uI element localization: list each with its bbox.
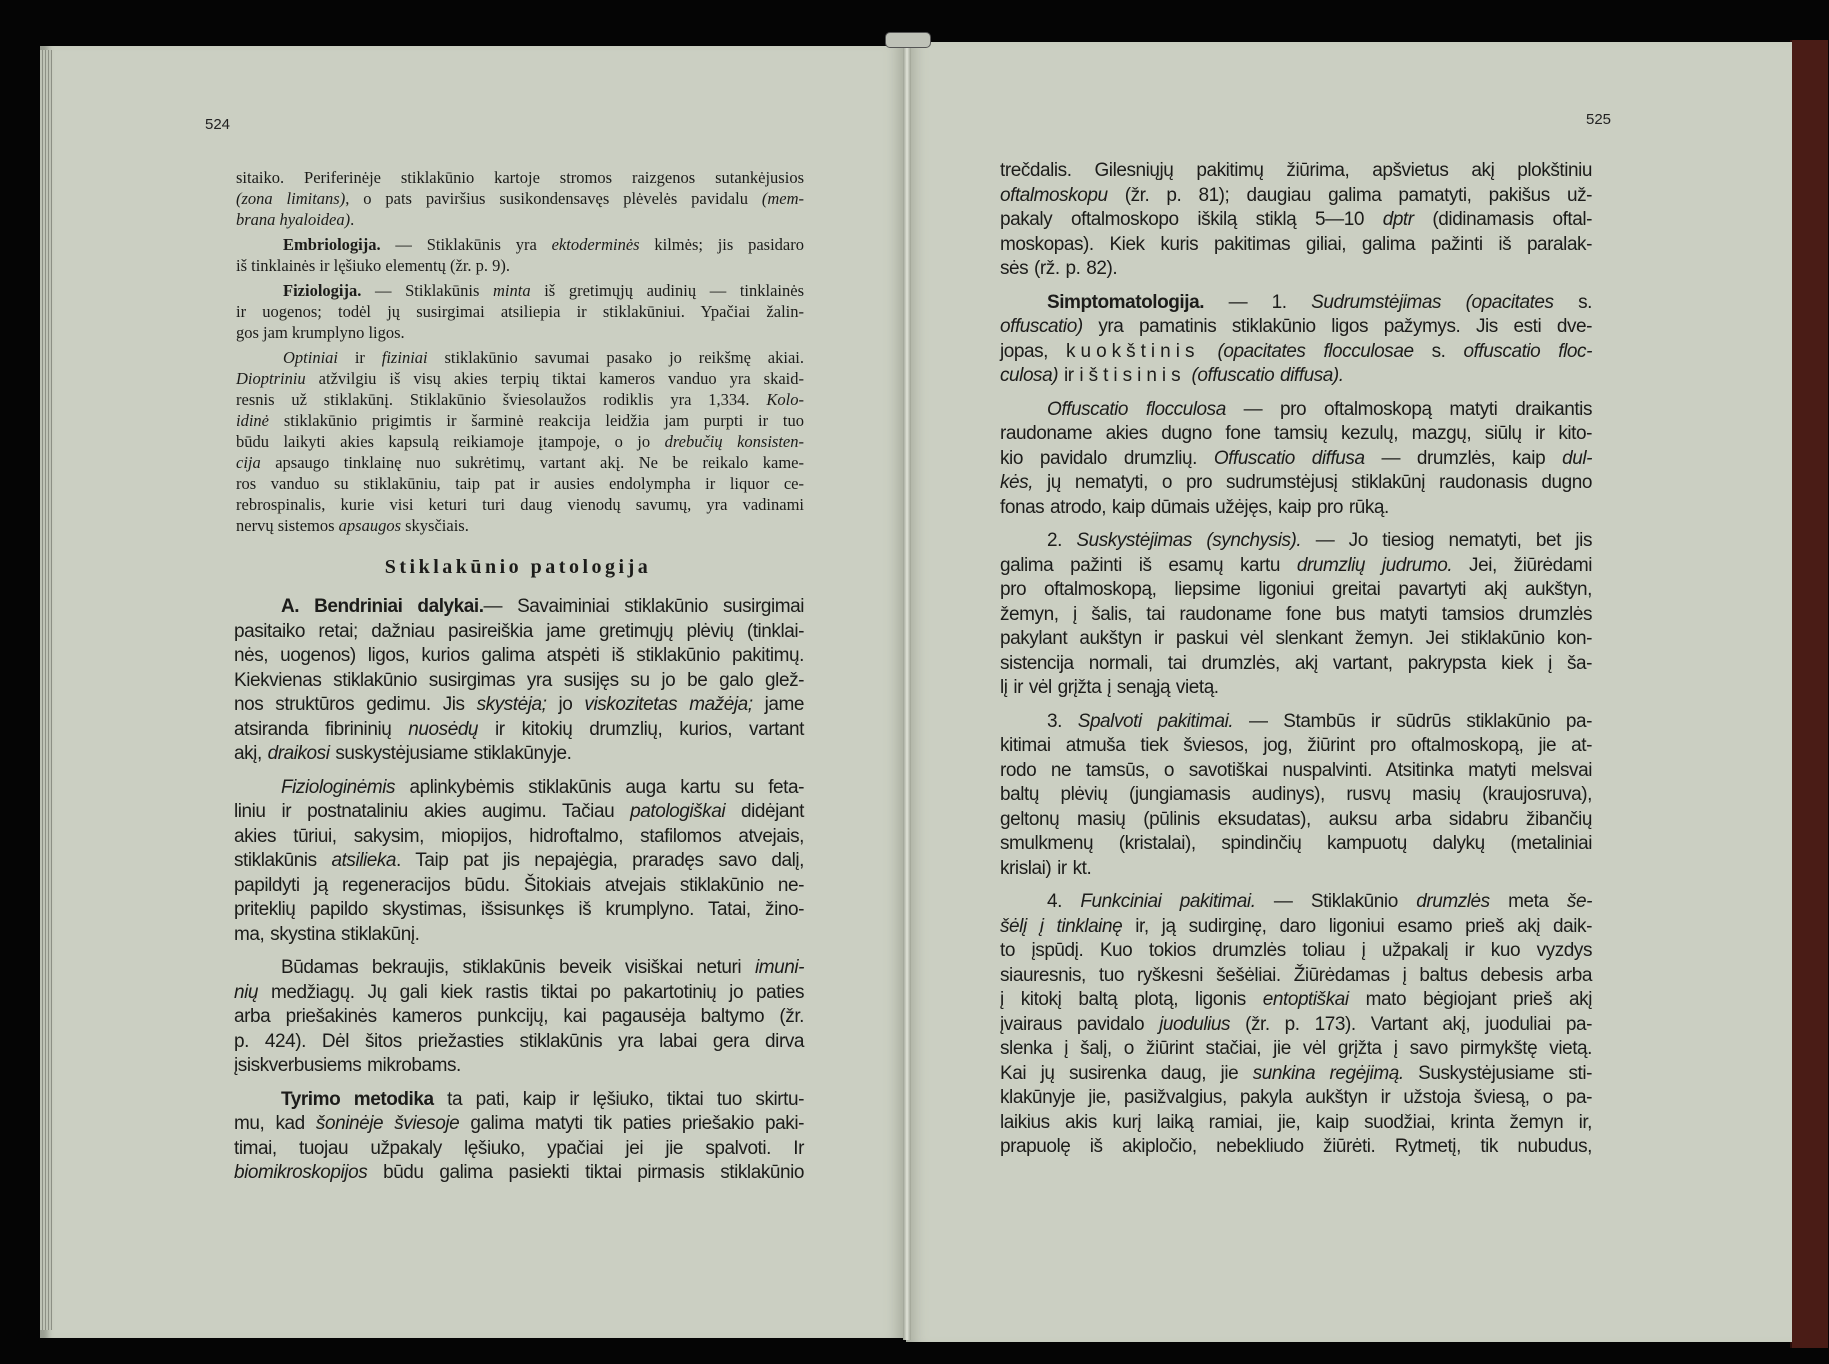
text-run: įsiskverbusiems mikrobams. — [234, 1055, 461, 1076]
text-run: nervų sistemos — [236, 516, 339, 535]
text-run: — pro oftalmoskopą matyti draikantis — [1225, 398, 1593, 420]
italic-run: nuosėdų — [408, 718, 479, 740]
text-run: slenka į šalį, o žiūrint stačiai, jie vėl grįžta į savo pirmykštę vietą. — [1000, 1038, 1592, 1059]
text-line — [1000, 208, 1592, 233]
text-run: — Jo tiesiog nematyti, bet jis — [1301, 530, 1592, 551]
text-line — [234, 825, 804, 850]
italic-run: nių — [234, 981, 259, 1003]
text-line — [234, 1161, 804, 1186]
text-run: (žr. p. 173). Vartant akį, juoduliai pa- — [1230, 1013, 1592, 1035]
italic-run: šėlį į tinklainę — [1000, 915, 1123, 937]
italic-run: Spalvoti pakitimai. — [1077, 710, 1234, 732]
text-line — [236, 473, 804, 494]
text-run: — Stiklakūnis yra — [380, 235, 552, 254]
text-line — [236, 234, 804, 255]
italic-run: šoninėje šviesoje — [315, 1113, 460, 1134]
text-line — [1000, 832, 1592, 857]
text-run: pakaly oftalmoskopo iškilą stiklą 5—10 — [1000, 209, 1383, 230]
italic-run: Fiziologinėmis — [281, 776, 396, 798]
text-run: papildyti ją regeneracijos būdu. Šitokiais atvejais stiklakūnio ne- — [234, 874, 804, 896]
text-run: 3. — [1047, 710, 1078, 732]
text-line — [1000, 964, 1592, 989]
text-run: Jei, žiūrėdami — [1452, 554, 1592, 576]
text-line — [1000, 1062, 1592, 1087]
text-run: nės, uogenos) ligos, kurios galima atspėti iš stiklakūnio pakitimų. — [234, 645, 804, 666]
text-line — [234, 693, 804, 718]
text-run: geltonų masių (pūlinis eksudatas), auksu arba sidabru žibančių — [1000, 808, 1592, 830]
text-run: ir — [1058, 365, 1080, 386]
text-run: lį ir vėl grįžta į senąją vietą. — [1000, 677, 1219, 698]
text-run: Kai jų susirenka daug, jie — [1000, 1062, 1253, 1084]
text-run: akį, — [234, 743, 268, 764]
bold-run: Simptomatologija. — [1047, 291, 1205, 313]
italic-run: idinė — [236, 411, 269, 430]
text-run: (žr. p. 81); daugiau galima pamatyti, pakišus už- — [1107, 184, 1592, 206]
italic-run: (mem- — [761, 189, 804, 208]
text-run: yra pamatinis stiklakūnio ligos pažymys. Jis esti dve- — [1082, 316, 1592, 337]
text-line — [234, 923, 804, 948]
text-line — [234, 1054, 804, 1079]
italic-run: Optiniai — [283, 348, 339, 367]
text-line — [1000, 364, 1592, 389]
left-page-number: 524 — [205, 116, 231, 133]
text-run: didėjant — [725, 801, 804, 822]
text-line — [236, 255, 804, 276]
bold-run: A. Bendriniai dalykai. — [281, 596, 484, 617]
text-run: trečdalis. Gilesniųjų pakitimų žiūrima, apšvietus akį plokštiniu — [1000, 160, 1592, 181]
text-run: stiklakūnis — [234, 850, 332, 871]
italic-run: (zona limitans) — [236, 189, 346, 208]
text-line — [236, 494, 804, 515]
text-run: pakylant aukštyn ir paskui vėl slenkant žemyn. Jei stiklakūnio kon- — [1000, 628, 1592, 649]
text-line — [234, 595, 804, 620]
italic-run: cija — [236, 453, 261, 472]
left-body-text — [234, 595, 804, 1186]
text-run: ir, ją sudirginę, daro ligoniui esamo prieš akį daik- — [1122, 915, 1592, 937]
text-run: p. 424). Dėl šitos priežasties stiklakūnis yra labai gera dirva — [234, 1030, 804, 1052]
text-line — [1000, 315, 1592, 340]
text-run: to įspūdį. Kuo tokios drumzlės toliau į užpakalį ir kuo vyzdys — [1000, 940, 1592, 961]
text-run: galima pažinti iš esamų kartu — [1000, 554, 1297, 576]
text-run: kio pavidalo drumzlių. — [1000, 447, 1214, 469]
text-run: ma, skystina stiklakūnį. — [234, 923, 420, 945]
text-run: Būdamas bekraujis, stiklakūnis beveik visiškai neturi — [281, 957, 755, 978]
text-run: skysčiais. — [401, 516, 469, 535]
italic-run: še- — [1566, 891, 1592, 912]
italic-run: entoptiškai — [1262, 989, 1349, 1010]
text-line — [1000, 710, 1592, 735]
page-stack-edges — [40, 50, 52, 1330]
text-line — [234, 1030, 804, 1055]
italic-run: drebučių konsisten- — [664, 432, 804, 451]
text-line — [1000, 857, 1592, 882]
text-line — [1000, 915, 1592, 940]
text-line — [1000, 603, 1592, 628]
text-run: sės (rž. p. 82). — [1000, 258, 1118, 279]
text-line — [234, 742, 804, 767]
text-line — [236, 431, 804, 452]
text-run: rebrospinalis, kurie visi keturi turi daug vienodų savumų, yra vadinami — [236, 495, 804, 514]
text-run: galima matyti tik paties priešakio paki- — [459, 1113, 804, 1134]
text-line — [1000, 1086, 1592, 1111]
text-run: — Stiklakūnio — [1255, 891, 1417, 912]
text-line — [1000, 627, 1592, 652]
italic-run: Suskystėjimas (synchysis). — [1076, 530, 1302, 551]
text-line — [236, 347, 804, 368]
italic-run: skystėja; — [476, 694, 547, 715]
text-line — [234, 1112, 804, 1137]
text-run: 2. — [1047, 530, 1077, 551]
text-line — [234, 849, 804, 874]
text-run: priteklių papildo skystimas, išsisunkęs iš krumplyno. Tatai, žino- — [234, 899, 804, 920]
text-run: — Stiklakūnis — [361, 281, 493, 300]
text-run: (didinamasis oftal- — [1413, 209, 1592, 230]
text-line — [236, 410, 804, 431]
text-run: aplinkybėmis stiklakūnis auga kartu su feta- — [395, 776, 804, 798]
text-run: raudoname akies dugno fone tamsių kezulų, mazgų, siūlų ir kito- — [1000, 423, 1592, 444]
italic-run: Kolo- — [766, 390, 804, 409]
text-line — [1000, 447, 1592, 472]
italic-run: oftalmoskopu — [1000, 184, 1108, 206]
text-line — [1000, 783, 1592, 808]
text-run: ta pati, kaip ir lęšiuko, tiktai tuo skirtu- — [433, 1088, 804, 1110]
italic-run: fiziniai — [381, 348, 428, 367]
text-run: smulkmenų (kristalai), spindinčių kampuotų dalykų (metaliniai — [1000, 833, 1592, 854]
text-run: , o pats paviršius susikondensavęs plėvelės pavidalu — [345, 189, 762, 208]
text-line — [1000, 554, 1592, 579]
text-run: stiklakūnio prigimtis ir šarminė reakcija leidžia jam purpti ir tuo — [269, 411, 804, 430]
text-run: baltų plėvių (jungiamasis audinys), rusvų masių (kraujosruva), — [1000, 784, 1592, 805]
text-line — [234, 718, 804, 743]
text-run: liniu ir postnataliniu akies augimu. Tačiau — [234, 801, 631, 822]
italic-run: Sudrumstėjimas (opacitates — [1311, 291, 1554, 313]
text-run: — 1. — [1204, 291, 1312, 313]
text-run: jame — [752, 694, 805, 715]
text-run: mu, kad — [234, 1113, 316, 1134]
text-line — [234, 776, 804, 801]
text-line — [1000, 578, 1592, 603]
text-run: — drumzlės, kaip — [1364, 447, 1563, 469]
text-run: arba priešakinės kameros punkcijų, kai pagausėja baltymo (žr. — [234, 1006, 804, 1027]
italic-run: apsaugos — [338, 516, 402, 535]
italic-run: sunkina regėjimą. — [1252, 1062, 1404, 1084]
text-line — [234, 874, 804, 899]
text-line — [1000, 988, 1592, 1013]
text-line — [236, 209, 804, 230]
text-line — [234, 669, 804, 694]
text-run: sistencija normali, tai drumzlės, akį vartant, pakrypsta kiek į ša- — [1000, 652, 1592, 674]
text-run: medžiagų. Jų gali kiek rastis tiktai po pakartotinių jo paties — [258, 981, 804, 1003]
italic-run: dptr — [1382, 209, 1414, 230]
italic-run: atsilieka — [331, 850, 397, 871]
italic-run: culosa) — [1000, 365, 1059, 386]
text-line — [236, 188, 804, 209]
text-line — [1000, 529, 1592, 554]
text-line — [1000, 233, 1592, 258]
text-run: pasitaiko retai; dažniau pasireiškia jame gretimųjų plėvių (tinklai- — [234, 620, 804, 642]
text-run: gos jam krumplyno ligos. — [236, 323, 405, 342]
text-run: jopas, — [1000, 340, 1067, 362]
text-run: apsaugo tinklainę nuo sukrėtimų, vartant akį. Ne be reikalo kame- — [260, 453, 804, 472]
text-line — [1000, 184, 1592, 209]
bold-run: Embriologija. — [283, 235, 381, 254]
left-small-text — [236, 167, 804, 536]
text-run: meta — [1489, 891, 1567, 912]
italic-run: drumzlės — [1416, 891, 1490, 912]
text-run: 4. — [1047, 891, 1081, 912]
text-line — [1000, 398, 1592, 423]
text-line — [236, 167, 804, 188]
text-line — [1000, 496, 1592, 521]
text-run: siauresnis, tuo ryškesni šešėliai. Žiūrėdamas į baltus debesis arba — [1000, 964, 1592, 986]
text-run: s. — [1413, 340, 1464, 362]
italic-run: brana hyaloidea) — [236, 210, 351, 229]
text-line — [234, 644, 804, 669]
text-run: ir kitokių drumzlių, kurios, vartant — [478, 718, 804, 740]
text-line — [1000, 422, 1592, 447]
text-run: būdu laikyti akies kapsulą reikiamoje įtampoje, o jo — [236, 432, 665, 451]
italic-run: patologiškai — [630, 801, 726, 822]
text-line — [234, 898, 804, 923]
italic-run: imuni- — [754, 957, 804, 978]
text-run: stiklakūnio savumai pasako jo reikšmę akiai. — [427, 348, 804, 367]
text-line — [1000, 291, 1592, 316]
text-line — [234, 620, 804, 645]
text-run: į kitokį baltą plotą, ligonis — [1000, 989, 1263, 1010]
text-run: iš tinklainės ir lęšiuko elementų (žr. p. 9). — [236, 256, 511, 275]
text-line — [1000, 340, 1592, 365]
italic-run: offuscatio floc- — [1463, 340, 1592, 362]
text-run: Suskystėjusiame sti- — [1403, 1062, 1592, 1084]
text-run: jų nematyti, o pro sudrumstėjusį stiklakūnį raudonasis dugno — [1033, 472, 1592, 493]
text-line — [236, 280, 804, 301]
italic-run: Dioptriniu — [236, 369, 306, 388]
bold-run: Fiziologija. — [283, 281, 362, 300]
text-run: fonas atrodo, kaip dūmais užėjęs, kaip pro rūką. — [1000, 496, 1389, 518]
text-line — [234, 1137, 804, 1162]
text-run: žemyn, į šalis, tai raudoname fone bus matyti tamsios drumzlės — [1000, 603, 1592, 625]
text-line — [1000, 257, 1592, 282]
text-line — [236, 515, 804, 536]
text-line — [236, 322, 804, 343]
right-page-number: 525 — [1586, 111, 1612, 128]
right-body-text — [1000, 159, 1592, 1160]
text-run: mato bėgiojant prieš akį — [1348, 989, 1592, 1010]
italic-run: juodulius — [1159, 1013, 1231, 1035]
text-run: timai, tuojau užpakaly lęšiuko, ypačiai jei jie spalvoti. Ir — [234, 1137, 804, 1159]
text-run: įvairaus pavidalo — [1000, 1013, 1160, 1035]
text-run: atsiranda fibrininių — [234, 718, 409, 740]
text-line — [236, 452, 804, 473]
text-run: kilmės; jis pasidaro — [639, 235, 804, 254]
book-spine — [903, 40, 911, 1340]
text-run: nos struktūros gedimu. Jis — [234, 694, 477, 715]
text-run: rodo ne tamsūs, o savotiškai nuspalvinti. Atsitinka matyti melsvai — [1000, 759, 1592, 781]
text-line — [1000, 471, 1592, 496]
text-run: s. — [1553, 291, 1592, 313]
text-line — [1000, 1135, 1592, 1160]
italic-run: (opacitates flocculosae — [1217, 340, 1414, 362]
text-run: būdu galima pasiekti tiktai pirmasis stiklakūnio — [367, 1162, 804, 1183]
text-line — [1000, 1013, 1592, 1038]
text-line — [1000, 1111, 1592, 1136]
text-run: ir — [338, 348, 382, 367]
binding-clip — [885, 32, 931, 48]
italic-run: viskozitetas mažėja; — [584, 694, 753, 715]
text-line — [1000, 808, 1592, 833]
italic-run: Offuscatio flocculosa — [1047, 398, 1226, 420]
text-run: . Taip pat jis nepajėgia, praradęs savo dalį, — [396, 850, 805, 871]
italic-run: Funkciniai pakitimai. — [1080, 891, 1256, 912]
italic-run: Offuscatio diffusa — [1213, 447, 1365, 469]
text-run: Kiekvienas stiklakūnio susirgimas yra susijęs su jo be galo glež- — [234, 669, 804, 691]
text-run: jo — [546, 694, 585, 715]
text-run: kitimai atmuša tiek šviesos, jog, žiūrint pro oftalmoskopą, jie at- — [1000, 735, 1592, 756]
text-run: moskopas). Kiek kuris pakitimas giliai, galima pažinti iš paralak- — [1000, 233, 1592, 255]
text-line — [236, 389, 804, 410]
text-run: suskystėjusiame stiklakūnyje. — [329, 743, 572, 764]
text-line — [1000, 759, 1592, 784]
text-run: akies tūriui, sakysim, miopijos, hidroftalmo, stafilomos atvejais, — [234, 825, 804, 847]
spaced-run: ištisinis — [1079, 365, 1186, 386]
text-line — [1000, 939, 1592, 964]
italic-run: offuscatio) — [1000, 316, 1083, 337]
text-run: — Stambūs ir sūdrūs stiklakūnio pa- — [1233, 710, 1593, 732]
italic-run: dul- — [1562, 447, 1592, 469]
text-run: resnis už stiklakūnį. Stiklakūnio šviesolaužos rodiklis yra 1,334. — [236, 390, 767, 409]
italic-run: minta — [492, 281, 531, 300]
text-line — [1000, 890, 1592, 915]
book-cover-edge — [1790, 40, 1828, 1348]
text-run: ir uogenos; todėl jų susirgimai atsiliepia ir stiklakūniui. Ypačiai žalin- — [236, 302, 804, 321]
text-line — [1000, 676, 1592, 701]
text-run: prapuolę iš akipločio, nebekliudo žiūrėti. Rytmetį, tik nubudus, — [1000, 1136, 1592, 1157]
text-run: atžvilgiu iš visų akies terpių tiktai kameros vanduo yra skaid- — [305, 369, 804, 388]
text-run: ros vanduo su stiklakūniu, taip pat ir ausies endolympha ir liquor ce- — [236, 474, 804, 493]
text-line — [234, 800, 804, 825]
text-line — [234, 1005, 804, 1030]
text-line — [234, 981, 804, 1006]
spaced-run: kuokštinis — [1066, 340, 1200, 362]
text-run: — Savaiminiai stiklakūnio susirgimai — [483, 596, 804, 617]
text-run: krislai) ir kt. — [1000, 857, 1092, 879]
bold-run: Tyrimo metodika — [281, 1088, 434, 1110]
text-line — [1000, 734, 1592, 759]
text-line — [1000, 1037, 1592, 1062]
text-line — [1000, 652, 1592, 677]
italic-run: kės, — [1000, 472, 1034, 493]
italic-run: (offuscatio diffusa). — [1191, 365, 1344, 386]
text-line — [236, 368, 804, 389]
text-line — [234, 1088, 804, 1113]
text-line — [234, 956, 804, 981]
italic-run: drumzlių judrumo. — [1296, 554, 1453, 576]
italic-run: draikosi — [267, 743, 330, 764]
italic-run: ektoderminės — [551, 235, 640, 254]
text-run: klakūnyje jie, pasižvalgius, pakyla aukštyn ir užstoja šviesą, o pa- — [1000, 1087, 1592, 1108]
text-run: sitaiko. Periferinėje stiklakūnio kartoje stromos raizgenos sutankėjusios — [236, 168, 804, 187]
text-line — [236, 301, 804, 322]
italic-run: biomikroskopijos — [234, 1162, 368, 1183]
text-run: iš gretimųjų audinių — tinklainės — [530, 281, 804, 300]
text-run: laikius akis kurį laiką ramiai, jie, kaip suodžiai, krinta žemyn ir, — [1000, 1111, 1592, 1133]
section-heading: Stiklakūnio patologija — [384, 556, 652, 578]
text-run: pro oftalmoskopą, liepsime ligoniui greitai pavartyti akį aukštyn, — [1000, 579, 1592, 600]
text-run: . — [350, 210, 355, 229]
text-line — [1000, 159, 1592, 184]
text-run — [1199, 341, 1217, 362]
